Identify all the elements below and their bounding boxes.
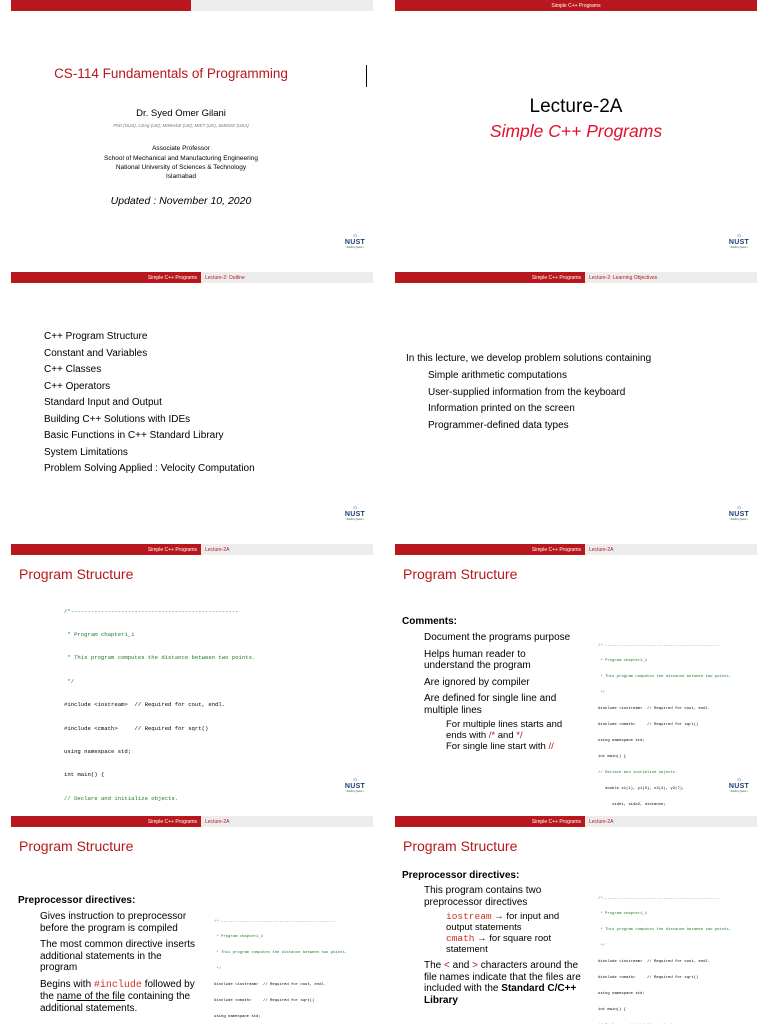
preprocessor-heading: Preprocessor directives: xyxy=(402,870,520,881)
logo-mark-icon: ⌂ xyxy=(737,777,741,783)
slide-8-preprocessor xyxy=(395,816,757,1024)
author-university: National University of Sciences & Technology xyxy=(115,164,247,171)
objectives-list xyxy=(428,368,625,434)
slide-4-objectives xyxy=(395,272,757,534)
code-listing-small: /*-------------------------------------------------- * Program chapter1_1 * This program computes the distance between two points. */ #include <iostream> // Required for cout, endl. #include <cmath> // Required for sqrt() using namespace std; int main() { xyxy=(598,896,732,1012)
nust-logo: ⌂ NUST Building Nation xyxy=(728,505,750,521)
preprocessor-points xyxy=(40,911,200,1014)
comment-point: Are defined for single line and multiple lines xyxy=(424,693,557,716)
outline-item: System Limitations xyxy=(44,446,128,458)
nust-logo: ⌂ NUST Building Nation xyxy=(344,233,366,249)
slide-header: Simple C++ Programs Lecture-2: Outline xyxy=(11,272,373,283)
nust-logo: ⌂ NUST Building Nation xyxy=(344,505,366,521)
objective-item: Simple arithmetic computations xyxy=(428,370,567,381)
course-title: CS-114 Fundamentals of Programming xyxy=(54,66,288,81)
slide-2-lecture xyxy=(395,0,757,262)
author-name: Dr. Syed Omer Gilani xyxy=(136,108,226,119)
frame-title: Program Structure xyxy=(19,566,134,582)
preprocessor-point: The most common directive inserts additional statements in the program xyxy=(40,939,196,973)
objectives-intro: In this lecture, we develop problem solutions containing xyxy=(406,353,652,364)
outline-item: Problem Solving Applied : Velocity Computation xyxy=(44,463,255,474)
slide-7-preprocessor xyxy=(11,816,373,1024)
preprocessor-point: Begins with #include followed by the name of the file containing the additional statements. xyxy=(40,978,195,1014)
nust-logo: ⌂ NUST Building Nation xyxy=(344,777,366,793)
outline-item: Basic Functions in C++ Standard Library xyxy=(44,430,224,441)
comment-point: Document the programs purpose xyxy=(424,632,571,643)
slide-5-program-structure xyxy=(11,544,373,806)
preprocessor-point: The < and > characters around the file names indicate that the files are included with the Standard C/C++ Library xyxy=(424,960,581,1006)
outline-item: Constant and Variables xyxy=(44,347,148,359)
outline-list xyxy=(44,329,255,478)
nust-logo: ⌂ NUST Building Nation xyxy=(728,233,750,249)
comments-heading: Comments: xyxy=(402,616,458,627)
author-degrees: PhD (NUS), CEng (UK), MIMechE (UK), MIET (UK), SMIEEE (USA) xyxy=(113,123,249,128)
preprocessor-points xyxy=(424,885,584,1006)
slide-header: Simple C++ Programs Lecture-2A xyxy=(11,544,373,555)
logo-mark-icon: ⌂ xyxy=(737,233,741,239)
lecture-title: Lecture-2A xyxy=(529,96,623,117)
comments-points xyxy=(424,632,574,752)
outline-item: C++ Classes xyxy=(44,364,102,375)
logo-mark-icon: ⌂ xyxy=(737,505,741,511)
title-divider xyxy=(366,65,367,87)
code-listing-small: /*-------------------------------------------------- * Program chapter1_1 * This program computes the distance between two points. */ #include <iostream> // Required for cout, endl. #include <cmath> // Required for sqrt() using namespace std; xyxy=(214,919,348,1019)
slide-header xyxy=(11,0,373,11)
code-listing: /*-------------------------------------------------- * Program chapter1_1 * This program computes the distance between two points. */ #include <iostream> // Required for cout, endl. #include <cmath> // Required for sqrt() using namespace std; int main() { // Declare and initialize objects. xyxy=(64,607,256,802)
logo-mark-icon: ⌂ xyxy=(353,505,357,511)
comment-point: Are ignored by compiler xyxy=(424,676,530,688)
objective-item: Information printed on the screen xyxy=(428,403,575,414)
outline-item: C++ Operators xyxy=(44,380,111,392)
outline-item: Building C++ Solutions with IDEs xyxy=(44,413,191,425)
author-position: Associate Professor xyxy=(152,145,210,152)
objective-item: User-supplied information from the keyboard xyxy=(428,386,626,398)
comment-subpoint: For single line start with // xyxy=(446,741,554,752)
logo-mark-icon: ⌂ xyxy=(353,233,357,239)
frame-title: Program Structure xyxy=(403,838,518,854)
logo-mark-icon: ⌂ xyxy=(353,777,357,783)
slide-header: Simple C++ Programs Lecture-2A xyxy=(11,816,373,827)
slide-3-outline xyxy=(11,272,373,534)
frame-title: Program Structure xyxy=(19,838,134,854)
slide-header: Simple C++ Programs Lecture-2A xyxy=(395,816,757,827)
updated-date: Updated : November 10, 2020 xyxy=(110,195,252,207)
outline-item: Standard Input and Output xyxy=(44,397,162,408)
slide-header: Simple C++ Programs xyxy=(395,0,757,11)
slide-1-title xyxy=(11,0,373,262)
frame-title: Program Structure xyxy=(403,566,518,582)
comment-subpoint: For multiple lines starts and ends with /* and */ xyxy=(446,719,563,741)
author-city: Islamabad xyxy=(166,173,196,180)
slide-header: Simple C++ Programs Lecture-2: Learning Objectives xyxy=(395,272,757,283)
nust-logo: ⌂ NUST Building Nation xyxy=(728,777,750,793)
author-school: School of Mechanical and Manufacturing Engineering xyxy=(104,155,258,162)
preprocessor-heading: Preprocessor directives: xyxy=(18,895,136,906)
slide-header: Simple C++ Programs Lecture-2A xyxy=(395,544,757,555)
preprocessor-subpoint: cmath → for square root statement xyxy=(446,933,552,955)
preprocessor-point: Gives instruction to preprocessor before the program is compiled xyxy=(40,911,187,934)
slide-6-comments xyxy=(395,544,757,806)
comment-point: Helps human reader to understand the program xyxy=(424,648,531,671)
objective-item: Programmer-defined data types xyxy=(428,419,569,431)
code-listing-small: /*-------------------------------------------------- * Program chapter1_1 * This program computes the distance between two points. */ #include <iostream> // Required for cout, endl. #include <cmath> // Required for sqrt() using namespace std; int main() { // Declare and initialize objects. double x1(1), y1(5), x2(4), y2(7), side1, side2, distance; xyxy=(598,643,732,806)
preprocessor-point: This program contains two preprocessor directives xyxy=(424,885,542,908)
preprocessor-subpoint: iostream → for input and output statements xyxy=(446,911,560,933)
outline-item: C++ Program Structure xyxy=(44,331,148,342)
lecture-subtitle: Simple C++ Programs xyxy=(489,121,663,141)
